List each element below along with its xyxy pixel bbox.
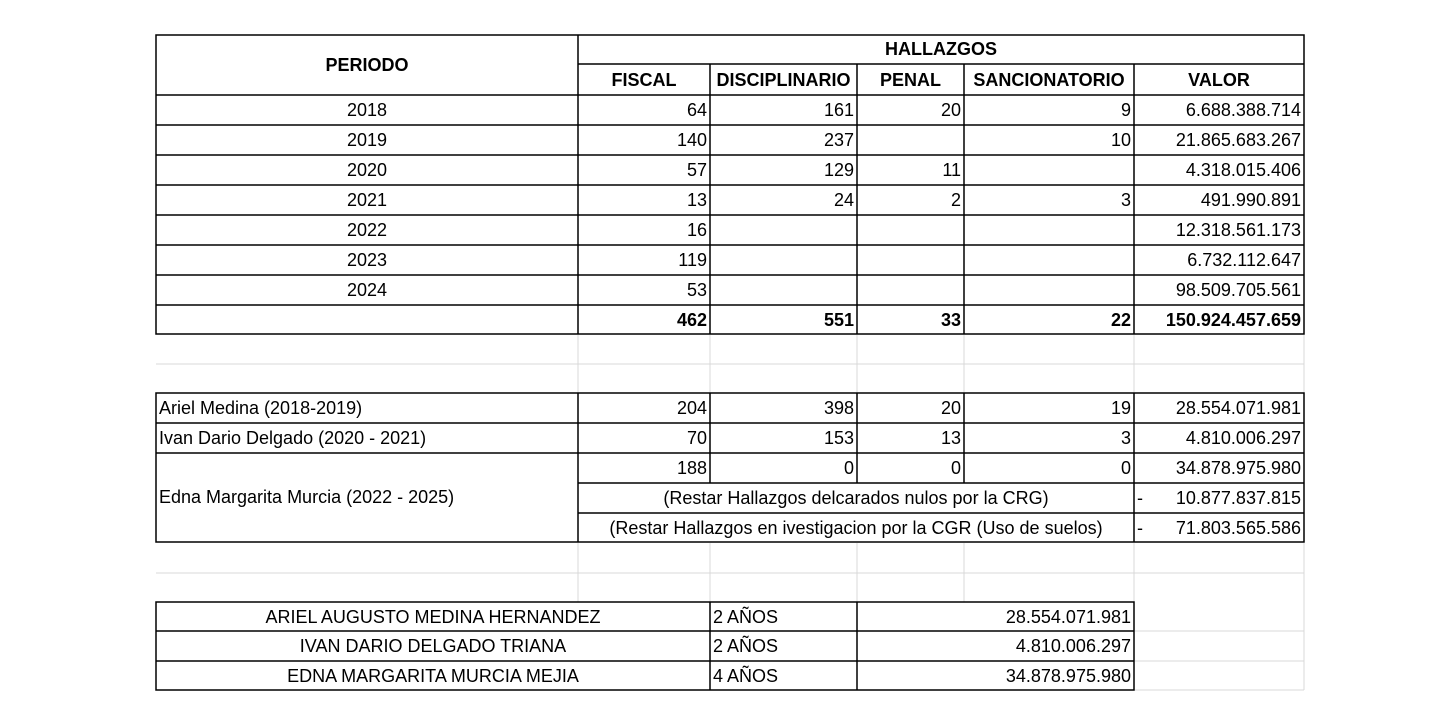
summary-periodo: 2 AÑOS — [713, 607, 779, 627]
header-sancionatorio: SANCIONATORIO — [973, 70, 1125, 90]
summary-name: IVAN DARIO DELGADO TRIANA — [299, 636, 567, 656]
summary-periodo: 4 AÑOS — [713, 666, 779, 686]
person-valor: 34.878.975.980 — [1175, 458, 1301, 478]
adjustment-valor: 10.877.837.815 — [1175, 488, 1301, 508]
header-disciplinario: DISCIPLINARIO — [716, 70, 851, 90]
year-periodo: 2020 — [346, 160, 388, 180]
header-fiscal: FISCAL — [611, 70, 677, 90]
year-valor: 21.865.683.267 — [1175, 130, 1301, 150]
adjustment-label: (Restar Hallazgos delcarados nulos por la CRG) — [663, 488, 1049, 508]
year-disciplinario: 161 — [823, 100, 854, 120]
person-sancionatorio: 3 — [1120, 428, 1131, 448]
header-valor: VALOR — [1188, 70, 1250, 90]
year-fiscal: 53 — [686, 280, 707, 300]
year-fiscal: 13 — [686, 190, 707, 210]
person-penal: 20 — [940, 398, 961, 418]
person-valor: 4.810.006.297 — [1185, 428, 1301, 448]
year-periodo: 2023 — [346, 250, 388, 270]
person-penal: 0 — [950, 458, 961, 478]
person-valor: 28.554.071.981 — [1175, 398, 1301, 418]
year-periodo: 2018 — [346, 100, 388, 120]
year-penal: 11 — [942, 160, 961, 180]
adjustment-sign: - — [1137, 488, 1143, 508]
year-valor: 6.688.388.714 — [1185, 100, 1301, 120]
person-disciplinario: 0 — [843, 458, 854, 478]
year-penal: 20 — [940, 100, 961, 120]
year-periodo: 2019 — [346, 130, 388, 150]
year-fiscal: 140 — [676, 130, 707, 150]
summary-periodo: 2 AÑOS — [713, 636, 779, 656]
total-sancionatorio: 22 — [1110, 310, 1131, 330]
person-disciplinario: 398 — [823, 398, 854, 418]
person-sancionatorio: 19 — [1110, 398, 1131, 418]
year-fiscal: 119 — [678, 250, 707, 270]
summary-name: ARIEL AUGUSTO MEDINA HERNANDEZ — [265, 607, 601, 627]
summary-name: EDNA MARGARITA MURCIA MEJIA — [287, 666, 579, 686]
year-fiscal: 16 — [686, 220, 707, 240]
summary-valor: 4.810.006.297 — [1015, 636, 1131, 656]
total-penal: 33 — [940, 310, 961, 330]
year-penal: 2 — [950, 190, 961, 210]
year-periodo: 2022 — [346, 220, 388, 240]
year-disciplinario: 237 — [823, 130, 854, 150]
person-name: Ariel Medina (2018-2019) — [159, 398, 363, 418]
person-fiscal: 70 — [686, 428, 707, 448]
adjustment-valor: 71.803.565.586 — [1175, 518, 1301, 538]
year-sancionatorio: 10 — [1110, 130, 1131, 150]
adjustment-sign: - — [1137, 518, 1143, 538]
year-periodo: 2024 — [346, 280, 388, 300]
summary-valor: 34.878.975.980 — [1005, 666, 1131, 686]
header-periodo: PERIODO — [325, 55, 409, 75]
year-disciplinario: 24 — [833, 190, 854, 210]
header-penal: PENAL — [879, 70, 941, 90]
person-fiscal: 204 — [676, 398, 707, 418]
total-fiscal: 462 — [676, 310, 707, 330]
year-valor: 6.732.112.647 — [1187, 250, 1301, 270]
year-valor: 491.990.891 — [1200, 190, 1301, 210]
year-sancionatorio: 9 — [1120, 100, 1131, 120]
year-sancionatorio: 3 — [1120, 190, 1131, 210]
summary-valor: 28.554.071.981 — [1005, 607, 1131, 627]
person-name: Ivan Dario Delgado (2020 - 2021) — [159, 428, 427, 448]
person-fiscal: 188 — [676, 458, 707, 478]
year-valor: 98.509.705.561 — [1175, 280, 1301, 300]
header-hallazgos: HALLAZGOS — [885, 39, 997, 59]
year-disciplinario: 129 — [823, 160, 854, 180]
adjustment-label: (Restar Hallazgos en ivestigacion por la CGR (Uso de suelos) — [609, 518, 1103, 538]
person-sancionatorio: 0 — [1120, 458, 1131, 478]
year-valor: 4.318.015.406 — [1185, 160, 1301, 180]
year-fiscal: 57 — [686, 160, 707, 180]
total-valor: 150.924.457.659 — [1165, 310, 1301, 330]
total-disciplinario: 551 — [823, 310, 854, 330]
person-disciplinario: 153 — [823, 428, 854, 448]
year-fiscal: 64 — [686, 100, 707, 120]
year-valor: 12.318.561.173 — [1175, 220, 1301, 240]
year-periodo: 2021 — [346, 190, 388, 210]
person-name: Edna Margarita Murcia (2022 - 2025) — [159, 487, 455, 507]
person-penal: 13 — [940, 428, 961, 448]
